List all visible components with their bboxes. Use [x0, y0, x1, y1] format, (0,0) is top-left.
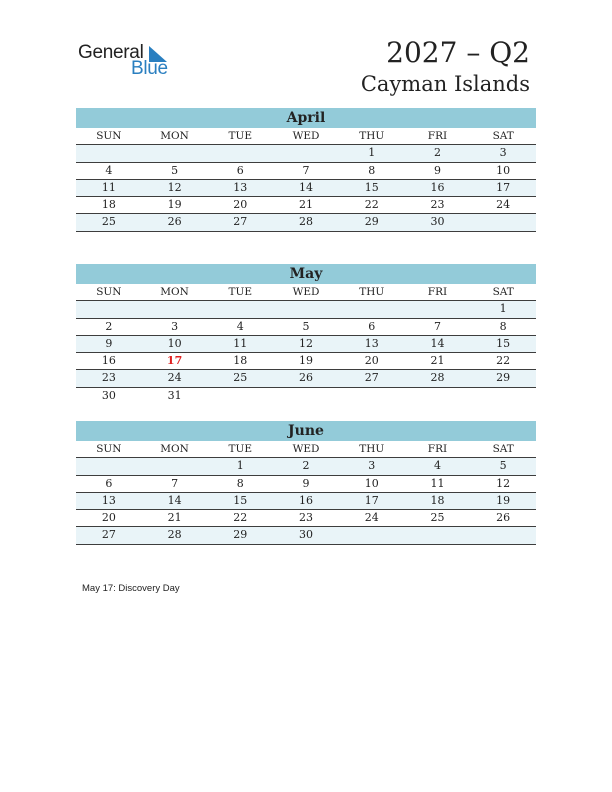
day-cell: 7: [302, 163, 310, 177]
day-cell: 18: [233, 354, 248, 368]
day-cell: [207, 301, 273, 317]
country-title: Cayman Islands: [360, 72, 530, 96]
day-cell: 13: [101, 493, 116, 507]
day-cell: 15: [364, 180, 379, 194]
weekday-header-row: [76, 441, 536, 458]
weekday-label: FRI: [427, 130, 448, 142]
day-cell: 22: [496, 354, 511, 368]
day-cell: 6: [368, 319, 376, 333]
day-cell: 20: [364, 354, 379, 368]
holiday-notes: [82, 583, 180, 594]
day-cell: [405, 388, 471, 405]
day-cell: 19: [167, 198, 182, 212]
weekday-label: WED: [292, 443, 320, 455]
weekday-label: THU: [359, 286, 385, 298]
day-cell: 8: [368, 163, 376, 177]
day-cell: 31: [167, 388, 182, 402]
day-cell: 28: [167, 528, 182, 542]
day-cell: 22: [233, 511, 248, 525]
day-cell: 16: [299, 493, 314, 507]
weekday-header-row: [76, 128, 536, 145]
week-row: [76, 163, 536, 180]
day-cell: [273, 145, 339, 161]
day-cell: 19: [299, 354, 314, 368]
day-cell: 17: [364, 493, 379, 507]
logo-blue-text: Blue: [131, 58, 168, 79]
day-cell: [76, 301, 142, 317]
day-cell: [339, 388, 405, 405]
day-cell: [142, 301, 208, 317]
day-cell: 2: [302, 459, 310, 473]
day-cell: 20: [101, 511, 116, 525]
weekday-label: TUE: [228, 130, 253, 142]
week-row: [76, 180, 536, 197]
day-cell: 12: [496, 476, 511, 490]
weekday-label: SAT: [492, 443, 514, 455]
week-row: [76, 145, 536, 162]
day-cell: 11: [233, 336, 248, 350]
day-cell: 2: [433, 146, 441, 160]
day-cell: 1: [236, 459, 244, 473]
day-cell: 25: [233, 371, 248, 385]
day-cell: 9: [433, 163, 441, 177]
day-cell: 3: [499, 146, 507, 160]
day-cell: [142, 458, 208, 474]
weekday-label: TUE: [228, 286, 253, 298]
day-cell: 22: [364, 198, 379, 212]
day-cell: 11: [430, 476, 445, 490]
day-cell: 16: [101, 354, 116, 368]
weekday-label: MON: [160, 443, 189, 455]
day-cell: 28: [299, 215, 314, 229]
day-cell: [76, 458, 142, 474]
weekday-label: SUN: [96, 443, 122, 455]
day-cell: [207, 145, 273, 161]
month-title: May: [76, 264, 536, 284]
day-cell: 12: [167, 180, 182, 194]
day-cell: 16: [430, 180, 445, 194]
day-cell: 6: [105, 476, 113, 490]
day-cell: 1: [368, 146, 376, 160]
day-cell: 15: [233, 493, 248, 507]
day-cell: 2: [105, 319, 113, 333]
generalblue-logo: [78, 42, 188, 82]
day-cell: 4: [433, 459, 441, 473]
week-row: [76, 493, 536, 510]
day-cell: [339, 301, 405, 317]
day-cell: 26: [167, 215, 182, 229]
day-cell: 5: [302, 319, 310, 333]
month-title: June: [76, 421, 536, 441]
day-cell: 4: [105, 163, 113, 177]
day-cell: 10: [167, 336, 182, 350]
day-cell: 4: [236, 319, 244, 333]
day-cell: 7: [171, 476, 179, 490]
day-cell: 21: [167, 511, 182, 525]
weekday-header-row: [76, 284, 536, 301]
day-cell: 20: [233, 198, 248, 212]
week-row: [76, 510, 536, 527]
day-cell: 25: [430, 511, 445, 525]
weekday-label: THU: [359, 443, 385, 455]
day-cell: 19: [496, 493, 511, 507]
day-cell: 18: [430, 493, 445, 507]
week-row: [76, 336, 536, 353]
day-cell: 14: [167, 493, 182, 507]
day-cell: 5: [499, 459, 507, 473]
month-april: [76, 108, 536, 232]
day-cell: 9: [302, 476, 310, 490]
day-cell: [405, 527, 471, 543]
day-cell: 17: [496, 180, 511, 194]
holiday-day-cell: 17: [166, 354, 183, 368]
weekday-label: MON: [160, 286, 189, 298]
day-cell: 10: [364, 476, 379, 490]
day-cell: 29: [496, 371, 511, 385]
day-cell: 3: [368, 459, 376, 473]
day-cell: 12: [299, 336, 314, 350]
day-cell: 8: [499, 319, 507, 333]
day-cell: 9: [105, 336, 113, 350]
logo-general-text: General: [78, 42, 144, 63]
day-cell: [470, 527, 536, 543]
weekday-label: SAT: [492, 286, 514, 298]
weekday-label: FRI: [427, 286, 448, 298]
week-row: [76, 527, 536, 544]
week-row: [76, 197, 536, 214]
day-cell: [470, 388, 536, 405]
day-cell: 8: [236, 476, 244, 490]
month-may: [76, 264, 536, 405]
day-cell: 30: [430, 215, 445, 229]
weekday-label: SAT: [492, 130, 514, 142]
day-cell: 3: [171, 319, 179, 333]
month-june: [76, 421, 536, 545]
day-cell: 30: [101, 388, 116, 402]
week-row: [76, 353, 536, 370]
day-cell: 13: [364, 336, 379, 350]
day-cell: [273, 301, 339, 317]
day-cell: 14: [299, 180, 314, 194]
day-cell: [405, 301, 471, 317]
day-cell: 23: [101, 371, 116, 385]
week-row: [76, 388, 536, 405]
day-cell: 15: [496, 336, 511, 350]
day-cell: [76, 145, 142, 161]
week-row: [76, 476, 536, 493]
day-cell: 24: [167, 371, 182, 385]
weekday-label: MON: [160, 130, 189, 142]
year-quarter-title: 2027 – Q2: [386, 36, 530, 69]
weekday-label: SUN: [96, 286, 122, 298]
day-cell: 28: [430, 371, 445, 385]
day-cell: 14: [430, 336, 445, 350]
day-cell: 29: [364, 215, 379, 229]
day-cell: 30: [299, 528, 314, 542]
day-cell: 5: [171, 163, 179, 177]
day-cell: [470, 214, 536, 230]
day-cell: 26: [496, 511, 511, 525]
weekday-label: WED: [292, 130, 320, 142]
day-cell: 13: [233, 180, 248, 194]
weekday-label: THU: [359, 130, 385, 142]
month-title: April: [76, 108, 536, 128]
week-row: [76, 319, 536, 336]
day-cell: [339, 527, 405, 543]
week-row: [76, 370, 536, 387]
day-cell: [273, 388, 339, 405]
day-cell: 27: [101, 528, 116, 542]
day-cell: 18: [101, 198, 116, 212]
day-cell: 11: [101, 180, 116, 194]
day-cell: 6: [236, 163, 244, 177]
day-cell: 29: [233, 528, 248, 542]
day-cell: [142, 145, 208, 161]
day-cell: 24: [364, 511, 379, 525]
weekday-label: WED: [292, 286, 320, 298]
day-cell: 1: [499, 302, 507, 316]
day-cell: [207, 388, 273, 405]
weekday-label: SUN: [96, 130, 122, 142]
day-cell: 21: [430, 354, 445, 368]
day-cell: 26: [299, 371, 314, 385]
day-cell: 10: [496, 163, 511, 177]
weekday-label: TUE: [228, 443, 253, 455]
week-row: [76, 458, 536, 475]
day-cell: 27: [233, 215, 248, 229]
holiday-note: May 17: Discovery Day: [82, 583, 180, 594]
weekday-label: FRI: [427, 443, 448, 455]
week-row: [76, 214, 536, 231]
week-row: [76, 301, 536, 318]
day-cell: 24: [496, 198, 511, 212]
day-cell: 7: [433, 319, 441, 333]
day-cell: 25: [101, 215, 116, 229]
day-cell: 21: [299, 198, 314, 212]
day-cell: 23: [299, 511, 314, 525]
day-cell: 27: [364, 371, 379, 385]
day-cell: 23: [430, 198, 445, 212]
